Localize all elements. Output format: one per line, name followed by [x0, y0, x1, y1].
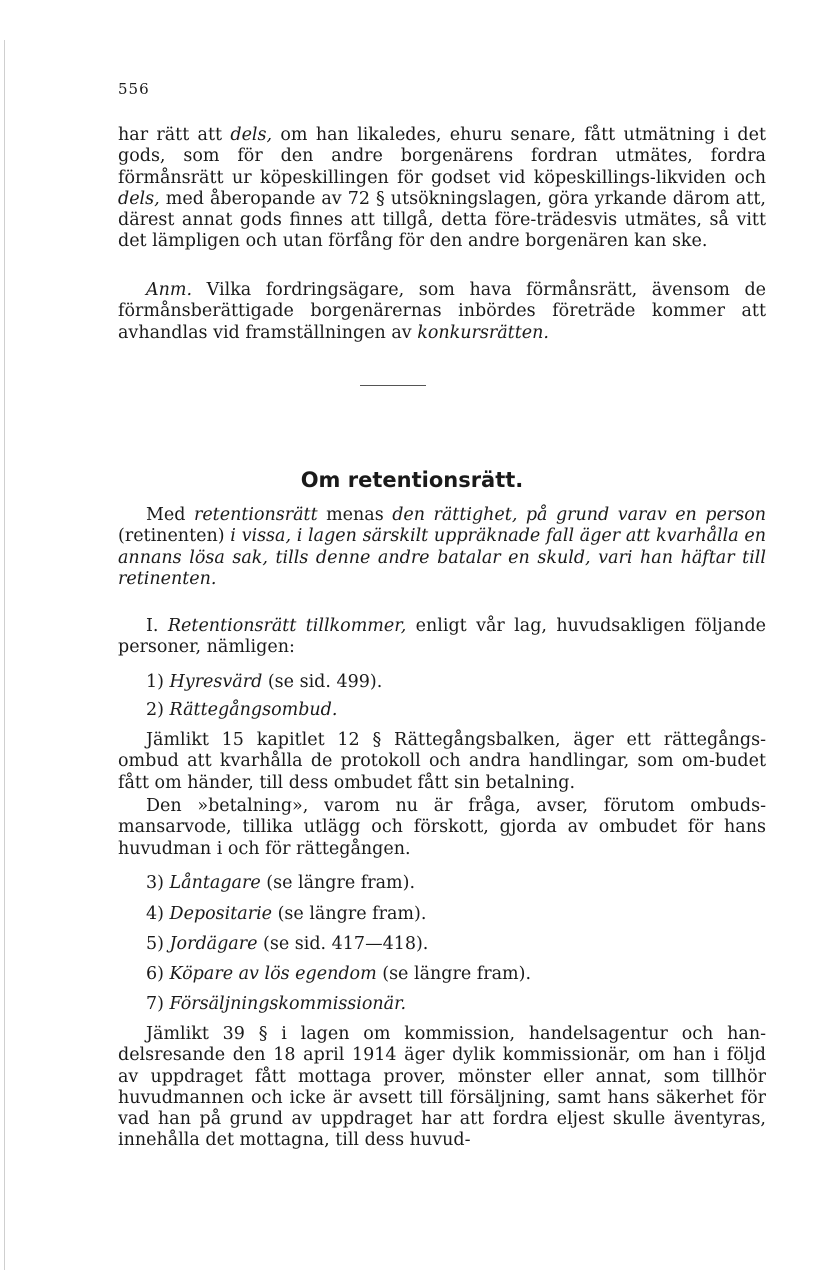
item-rest: (se sid. 499). [262, 672, 383, 692]
anm-em: konkursrätten. [417, 322, 549, 343]
list-item [146, 934, 428, 954]
item-num: 7) [146, 994, 164, 1014]
item-rest: (se längre fram). [272, 904, 427, 924]
intro-paragraph [118, 125, 766, 253]
def-e: (retinenten) [118, 526, 231, 547]
anm-text: Vilka fordringsägare, som hava förmånsrätt, ävensom de förmånsberättigade borgenärernas inbördes företräde kommer att avhandlas vid framställningen av [118, 280, 766, 343]
definition-paragraph [118, 505, 766, 590]
item-num: 6) [146, 964, 164, 984]
list-item [146, 700, 337, 720]
def-d: den rättighet, på grund varav en person [392, 505, 767, 525]
item-em: Låntagare [169, 873, 261, 893]
intro-em-2: dels, [118, 188, 160, 209]
anm-paragraph [118, 280, 766, 344]
list-item [146, 873, 415, 893]
para-betalning: Den »betalning», varom nu är fråga, avser, förutom ombuds-mansarvode, tillika utlägg och förskott, gjorda av ombudet för hans huvudman i och för rättegången. [118, 796, 766, 859]
section-heading: Om retentionsrätt. [300, 468, 524, 492]
item-rest: (se sid. 417—418). [257, 934, 429, 954]
list-item [146, 672, 382, 692]
section1-num: I. [146, 616, 168, 636]
page-number: 556 [118, 80, 150, 98]
scan-edge [4, 40, 5, 1270]
def-b: retentionsrätt [193, 505, 318, 525]
item-em: Köpare av lös egendom [169, 964, 377, 984]
item-num: 5) [146, 934, 164, 954]
para-rattegang: Jämlikt 15 kapitlet 12 § Rättegångsbalken, äger ett rättegångs-ombud att kvarhålla de protokoll och andra handlingar, som om-budet fått om händer, till dess ombudet fått sin betalning. [118, 730, 766, 793]
list-item [146, 904, 426, 924]
item-em: Försäljningskommissionär. [169, 994, 407, 1014]
list-item [146, 964, 531, 984]
item-em: Hyresvärd [169, 672, 263, 692]
item-num: 1) [146, 672, 164, 692]
item-em: Depositarie [169, 904, 273, 924]
intro-text-2: om han likaledes, ehuru senare, fått utmätning i det gods, som för den andre borgenärens fordran utmätes, fordra förmånsrätt ur köpeskillingen för godset vid köpeskillings-likviden och [118, 125, 767, 188]
intro-text-3: med åberopande av 72 § utsökningslagen, göra yrkande därom att, därest annat gods finnes att tillgå, detta före-trädesvis utmätes, så vitt det lämpligen och utan förfång för den andre borgenären kan ske. [118, 188, 766, 252]
divider-rule [360, 385, 426, 386]
item-num: 3) [146, 873, 164, 893]
section1-paragraph [118, 616, 766, 659]
intro-em-1: dels, [230, 125, 273, 145]
item-em: Rättegångsombud. [169, 700, 338, 720]
def-f: i vissa, i lagen särskilt uppräknade fall äger att kvarhålla en annans lösa sak, tills denne andre batalar en skuld, vari han häftar till retinenten. [118, 526, 766, 589]
item-num: 4) [146, 904, 164, 924]
anm-label: Anm. [146, 280, 193, 300]
list-item [146, 994, 406, 1014]
item-em: Jordägare [169, 934, 258, 954]
def-c: menas [317, 505, 393, 525]
intro-text-1: har rätt att [118, 125, 231, 145]
item-num: 2) [146, 700, 164, 720]
para-kommission: Jämlikt 39 § i lagen om kommission, handelsagentur och han-delsresande den 18 april 1914 äger dylik kommissionär, om han i följd av uppdraget fått mottaga prover, mönster eller annat, som tillhör huvudmannen och icke är avsett till försäljning, samt hans säkerhet för vad han på grund av uppdraget har att fordra eljest skulle äventyras, innehålla det mottagna, till dess huvud- [118, 1024, 766, 1151]
item-rest: (se längre fram). [376, 964, 532, 984]
item-rest: (se längre fram). [260, 873, 416, 893]
section1-em: Retentionsrätt tillkommer, [167, 616, 407, 636]
def-a: Med [146, 505, 194, 525]
section1-text: enligt vår lag, huvudsakligen följande personer, nämligen: [118, 616, 766, 658]
